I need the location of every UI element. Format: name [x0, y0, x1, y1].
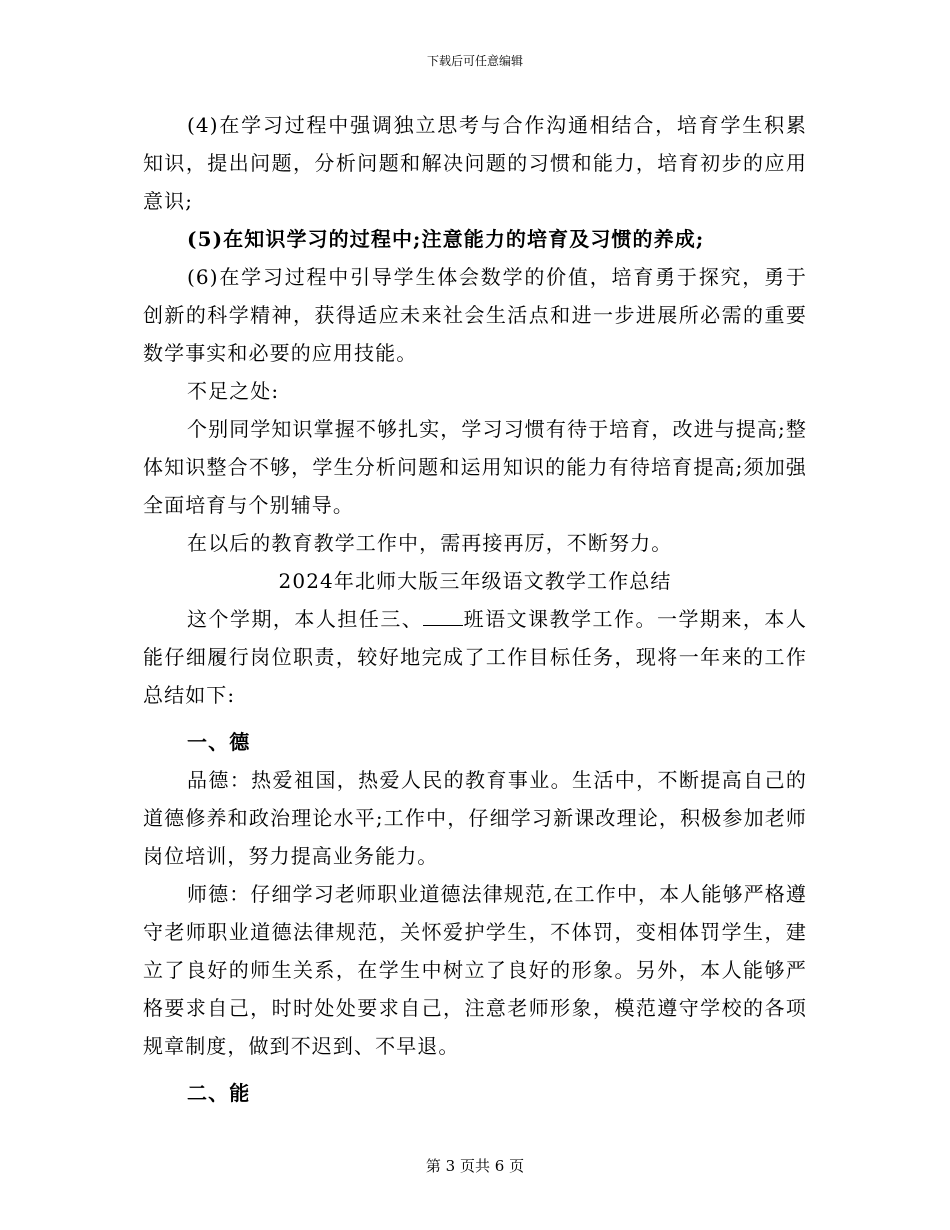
heading-ability: 二、能 — [187, 1081, 251, 1105]
paragraph-item-6: (6)在学习过程中引导学生体会数学的价值，培育勇于探究，勇于创新的科学精神，获得适应未来社会生活点和进一步进展所必需的重要数学事实和必要的应用技能。 — [143, 265, 807, 365]
class-number-blank — [423, 607, 463, 626]
shortcomings-heading: 不足之处: — [187, 379, 280, 403]
page-header: 下载后可任意编辑 — [426, 54, 523, 68]
intro-text-end: 班语文课教学工作。一学期来，本人能仔细履行岗位职责，较好地完成了工作目标任务，现将一年来的工作总结如下: — [143, 607, 807, 707]
shortcomings-paragraph: 个别同学知识掌握不够扎实，学习习惯有待于培育，改进与提高;整体知识整合不够，学生分析问题和运用知识的能力有待培育提高;须加强全面培育与个别辅导。 — [143, 417, 807, 517]
document-body — [143, 106, 807, 1112]
closing-paragraph: 在以后的教育教学工作中，需再接再厉，不断努力。 — [187, 531, 673, 555]
paragraph-item-4: (4)在学习过程中强调独立思考与合作沟通相结合，培育学生积累知识，提出问题，分析问题和解决问题的习惯和能力，培育初步的应用意识; — [143, 113, 807, 213]
intro-paragraph — [143, 600, 807, 714]
heading-virtue: 一、德 — [187, 730, 251, 754]
paragraph-item-5: (5)在知识学习的过程中;注意能力的培育及习惯的养成; — [187, 227, 705, 251]
teacher-ethics-paragraph: 师德：仔细学习老师职业道德法律规范,在工作中，本人能够严格遵守老师职业道德法律规范，关怀爱护学生，不体罚，变相体罚学生，建立了良好的师生关系，在学生中树立了良好的形象。另外，本人能够严格要求自己，时时处处要求自己，注意老师形象，模范遵守学校的各项规章制度，做到不迟到、不早退。 — [143, 882, 807, 1058]
character-paragraph: 品德：热爱祖国，热爱人民的教育事业。生活中，不断提高自己的道德修养和政治理论水平;工作中，仔细学习新课改理论，积极参加老师岗位培训，努力提高业务能力。 — [143, 768, 807, 868]
intro-text-start: 这个学期，本人担任三、 — [187, 607, 424, 631]
section-title: 2024年北师大版三年级语文教学工作总结 — [278, 569, 672, 593]
page-footer: 第 3 页共 6 页 — [425, 1157, 525, 1175]
